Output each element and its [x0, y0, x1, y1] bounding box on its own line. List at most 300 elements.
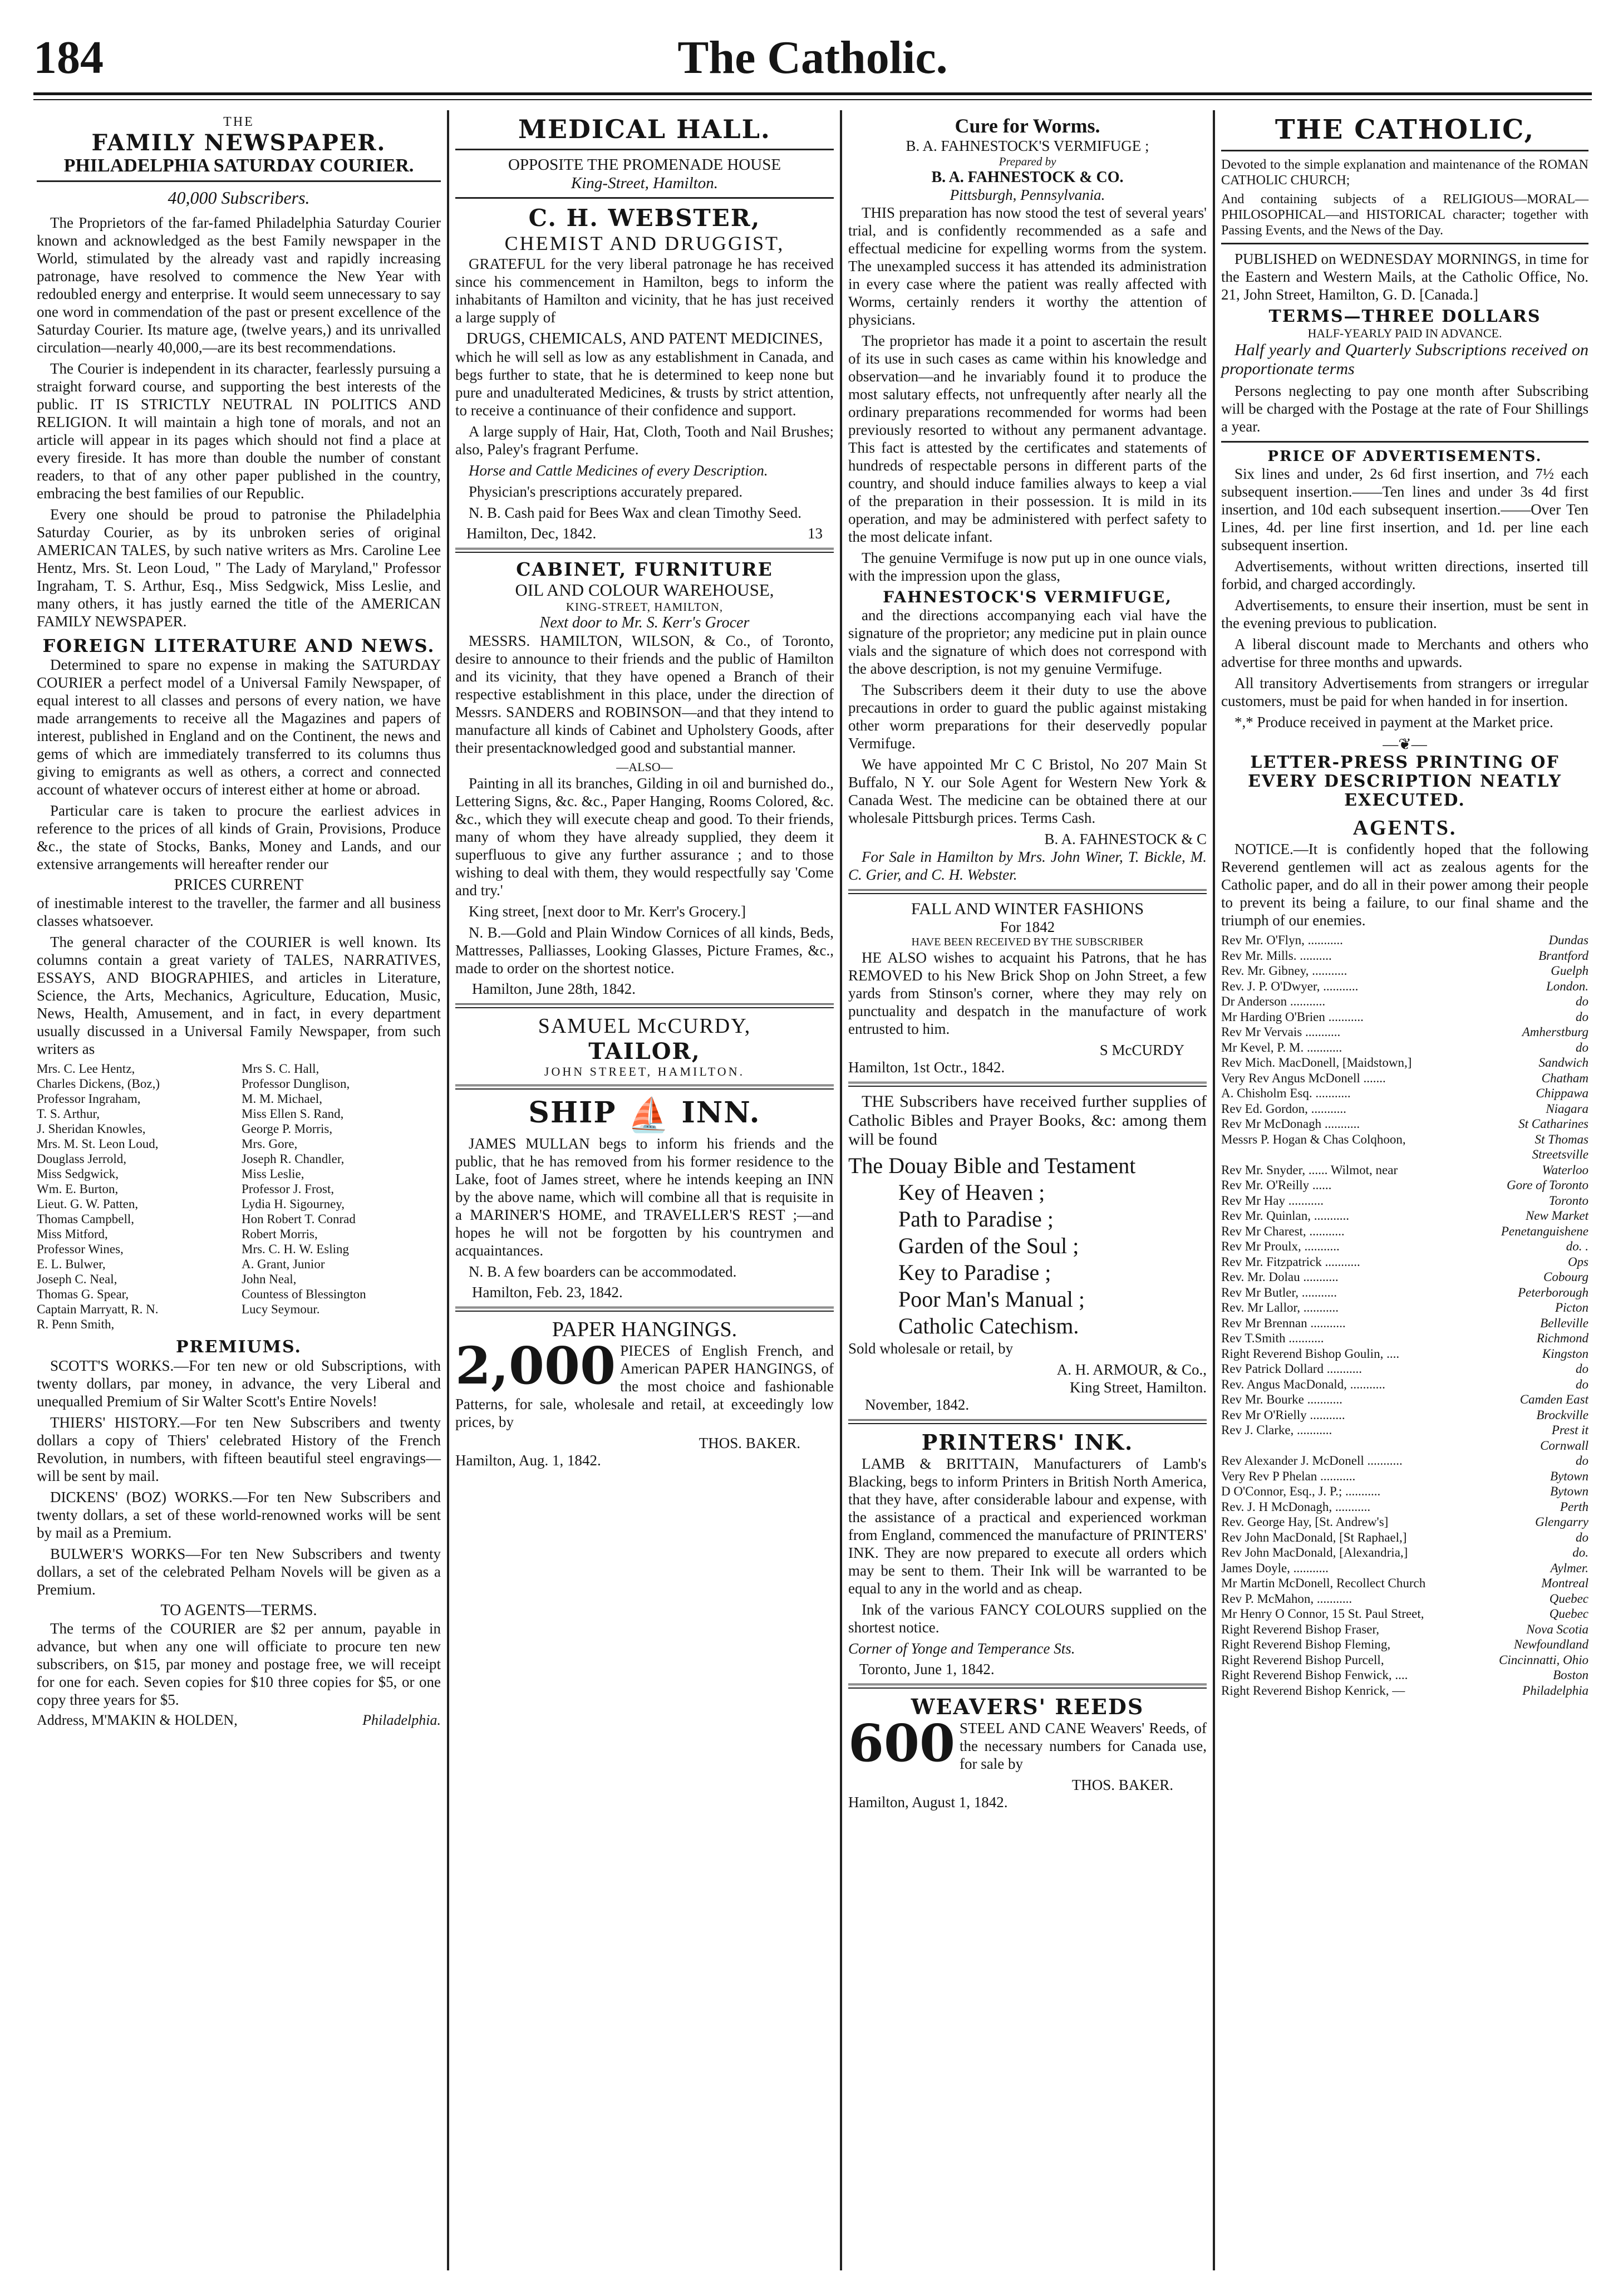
agent-row — [1221, 1040, 1588, 1056]
book-title: Key of Heaven ; — [898, 1180, 1045, 1205]
printers-ink-ad — [848, 1430, 1207, 1678]
agents-table — [1221, 933, 1588, 1698]
agent-location: do — [1576, 1377, 1588, 1391]
divider — [848, 1684, 1207, 1689]
courier-subscribers: 40,000 Subscribers. — [168, 188, 310, 208]
agent-name: Rev. Mr. Dolau ........... — [1221, 1270, 1339, 1284]
catholic-terms — [1221, 114, 1588, 435]
paragraph: NOTICE.—It is confidently hoped that the following Reverend gentlemen will act as zealous agents for the Catholic paper, and do all in their power among their people to prevent its being a failure, to our final shame and the triumph of our enemies. — [1221, 841, 1588, 929]
agent-name: Rev Mr. Bourke ........... — [1221, 1392, 1342, 1406]
writer-name: Joseph R. Chandler, — [242, 1152, 345, 1166]
agent-row — [1221, 1652, 1588, 1668]
signer-address: King Street, Hamilton. — [1070, 1379, 1207, 1396]
writer-name: Miss Sedgwick, — [37, 1167, 119, 1181]
agent-location: New Market — [1525, 1209, 1588, 1223]
address-label: Address, M'MAKIN & HOLDEN, — [37, 1712, 238, 1728]
book-title: Path to Paradise ; — [898, 1206, 1054, 1232]
agent-row — [1221, 1147, 1588, 1162]
paragraph: PIECES of English French, and American PAPER HANGINGS, of the most choice and fashionable Patterns, for sale, wholesale and retail, at exceedingly low prices, by — [455, 1342, 834, 1430]
agent-name: Right Reverend Bishop Kenrick, — — [1221, 1683, 1405, 1698]
book-titles — [848, 1152, 1207, 1340]
advertisement-prices — [1221, 448, 1588, 731]
agent-row — [1221, 1453, 1588, 1469]
agent-location: Brockville — [1536, 1407, 1588, 1422]
writer-name: Countess of Blessington — [242, 1287, 366, 1301]
agent-row — [1221, 1683, 1588, 1699]
worms-maker: B. A. FAHNESTOCK & CO. — [931, 169, 1124, 186]
paragraph: All transitory Advertisements from strangers or irregular customers, must be paid for when handed in for insertion. — [1221, 675, 1588, 709]
writer-name: Mrs. M. St. Leon Loud, — [37, 1137, 159, 1151]
agent-name: Rev Mr Vervais ........... — [1221, 1025, 1341, 1039]
paragraph: We have appointed Mr C C Bristol, No 207 Main St Buffalo, N Y. our Sole Agent for Western New York & Canada West. The medicine can be obtained there at our wholesale Pittsburgh prices. Terms Cash. — [848, 756, 1207, 826]
writer-name — [242, 1317, 441, 1332]
agent-name: Rev Mr McDonagh ........... — [1221, 1117, 1360, 1131]
agent-row — [1221, 1377, 1588, 1392]
paragraph: which he will sell as low as any establishment in Canada, and begs further to state, that he is determined to keep none but pure and unadulterated Medicines, & trusts by strict attention, to receive a continuance of their confidence and support. — [455, 349, 834, 419]
worms-heading: Cure for Worms. — [955, 115, 1100, 137]
dateline: Hamilton, August 1, 1842. — [848, 1794, 1008, 1811]
agent-name: Very Rev Angus McDonell ....... — [1221, 1071, 1386, 1085]
book-title: The Douay Bible and Testament — [848, 1153, 1136, 1178]
agent-location: Cobourg — [1543, 1270, 1588, 1284]
premiums-ad — [37, 1337, 441, 1729]
agent-name: Rev Mr. Quinlan, ........... — [1221, 1209, 1349, 1223]
medical-subhead: OPPOSITE THE PROMENADE HOUSE — [508, 156, 781, 174]
vermifuge-brand: FAHNESTOCK'S VERMIFUGE, — [883, 588, 1172, 606]
paragraph: MESSRS. HAMILTON, WILSON, & Co., of Toronto, desire to announce to their friends and the public of Hamilton and its vicinity, that they have opened a Branch of their respective establishment in this place, under the direction of Messrs. SANDERS and ROBINSON—and that they intend to manufacture all kinds of Cabinet and Upholstery Goods, after their presentacknowledged good and substantial manner. — [455, 632, 834, 756]
agent-location: do — [1576, 1362, 1588, 1376]
writer-name: A. Grant, Junior — [242, 1257, 325, 1271]
paragraph: Every one should be proud to patronise the Philadelphia Saturday Courier, as by its unbroken series of original AMERICAN TALES, by such native writers as Mrs. Caroline Lee Hentz, Mrs. St. Leon Loud, " The Lady of Maryland," Professor Ingraham, T. S. Arthur, Esq., Miss Sedgwick, Miss Leslie, and many others, it has justly earned the title of the AMERICAN FAMILY NEWSPAPER. — [37, 506, 441, 630]
paragraph: STEEL AND CANE Weavers' Reeds, of the necessary numbers for Canada use, for sale by — [960, 1720, 1207, 1772]
agent-location: do. — [1572, 1546, 1588, 1559]
tailor-name: SAMUEL McCURDY, — [538, 1014, 751, 1038]
reeds-heading: WEAVERS' REEDS — [911, 1694, 1144, 1719]
paragraph: THIERS' HISTORY.—For ten New Subscribers and twenty dollars a copy of Thiers' celebrated History of the French Revolution, in numbers, with fifteen beautiful steel engravings—will be sent by mail. — [37, 1414, 441, 1484]
agent-name: Rev Mr. Snyder, ...... Wilmot, near — [1221, 1162, 1398, 1177]
agent-name: Dr Anderson ........... — [1221, 994, 1326, 1008]
writer-name: E. L. Bulwer, — [37, 1257, 106, 1271]
cabinet-heading-2: OIL AND COLOUR WAREHOUSE, — [515, 580, 774, 600]
agent-name: Rev P. McMahon, ........... — [1221, 1591, 1352, 1606]
agent-row — [1221, 1224, 1588, 1239]
agent-name: Right Reverend Bishop Fraser, — [1221, 1622, 1379, 1636]
address-city: Philadelphia. — [362, 1712, 441, 1728]
issue-number: 13 — [808, 525, 823, 542]
paragraph: Determined to spare no expense in making the SATURDAY COURIER a perfect model of a Universal Family Newspaper, of equal interest to all classes and persons of every nation, we have made arrangements to receive all the Magazines and papers of interest, published in England and on the Continent, the news and gems of which are immediately transferred to its columns thus giving to emigrants as well as others, a correct and connected account of whatever occurs of interest either at home or abroad. — [37, 656, 441, 798]
writer-name: R. Penn Smith, — [37, 1317, 115, 1331]
paragraph: Painting in all its branches, Gilding in oil and burnished do., Lettering Signs, &c. &c., Paper Hanging, Rooms Colored, &c. &c., which they will execute cheap and good. To their friends, many of whom they have already supplied, they deem it superfluous to give any further assurance ; and to those wishing to deal with them, they would respectfully say 'Come and try.' — [455, 775, 834, 899]
agent-row — [1221, 1591, 1588, 1607]
header-rule-thin — [33, 99, 1592, 100]
agent-name: Rev Mr Proulx, ........... — [1221, 1239, 1340, 1253]
agent-location: Nova Scotia — [1526, 1622, 1588, 1636]
agent-row — [1221, 1101, 1588, 1117]
agent-location: Kingston — [1542, 1346, 1588, 1361]
reeds-quantity: 600 — [848, 1713, 956, 1773]
signer: A. H. ARMOUR, & Co., — [1056, 1361, 1207, 1378]
prices-heading: PRICE OF ADVERTISEMENTS. — [1267, 448, 1542, 465]
worms-place: Pittsburgh, Pennsylvania. — [950, 187, 1105, 203]
ship-icon: ⛵ — [627, 1096, 671, 1135]
paragraph: Advertisements, without written directions, inserted till forbid, and charged accordingly. — [1221, 558, 1588, 592]
agent-row — [1221, 1193, 1588, 1209]
paragraph: DICKENS' (BOZ) WORKS.—For ten New Subscribers and twenty dollars, a set of these world-renowned works will be sent by mail as a Premium. — [37, 1489, 441, 1541]
agent-location: Prest it — [1551, 1423, 1588, 1437]
agent-row — [1221, 1024, 1588, 1040]
agent-row — [1221, 994, 1588, 1009]
paragraph: N. B. Cash paid for Bees Wax and clean Timothy Seed. — [469, 504, 802, 521]
agent-name: Right Reverend Bishop Purcell, — [1221, 1652, 1384, 1667]
paragraph: Physician's prescriptions accurately prepared. — [469, 483, 743, 500]
writer-name: T. S. Arthur, — [37, 1107, 100, 1121]
agent-name: Rev Mr Charest, ........... — [1221, 1224, 1345, 1238]
agent-location: Streetsville — [1532, 1147, 1588, 1161]
agent-name: Rev. Mr Lallor, ........... — [1221, 1301, 1339, 1314]
agent-name: Messrs P. Hogan & Chas Colqhoon, — [1221, 1132, 1406, 1146]
agent-row — [1221, 1254, 1588, 1270]
writer-name: Mrs. C. Lee Hentz, — [37, 1062, 135, 1076]
column-rule — [840, 110, 842, 2270]
writer-name: Wm. E. Burton, — [37, 1182, 119, 1196]
column-4 — [1218, 114, 1592, 2269]
writer-name: Lieut. G. W. Patten, — [37, 1197, 139, 1211]
agent-name: Rev Patrick Dollard ........... — [1221, 1362, 1362, 1376]
printing-heading: LETTER-PRESS PRINTING OF EVERY DESCRIPTION NEATLY EXECUTED. — [1247, 753, 1562, 810]
agent-name: Rev J. Clarke, ........... — [1221, 1423, 1332, 1437]
agent-row — [1221, 1514, 1588, 1530]
writer-name: Charles Dickens, (Boz,) — [37, 1077, 160, 1091]
paragraph: Ink of the various FANCY COLOURS supplied on the shortest notice. — [848, 1601, 1207, 1636]
paragraph: and the directions accompanying each vial have the signature of the proprietor; any medicine put in plain ounce vials and the signature of which does not correspond with the above description, is not my genuine Vermifuge. — [848, 607, 1207, 677]
paragraph: And containing subjects of a RELIGIOUS—MORAL—PHILOSOPHICAL—and HISTORICAL character; together with Passing Events, and the News of the Day. — [1221, 192, 1588, 238]
column-rule — [1213, 110, 1215, 2270]
agent-name: Mr Martin McDonell, Recollect Church — [1221, 1576, 1426, 1590]
courier-masthead: FAMILY NEWSPAPER. — [91, 130, 386, 156]
paragraph: For Sale in Hamilton by Mrs. John Winer, T. Bickle, M. C. Grier, and C. H. Webster. — [848, 848, 1207, 883]
medical-masthead: MEDICAL HALL. — [518, 114, 771, 144]
agent-location: Aylmer. — [1550, 1561, 1588, 1575]
signer: S McCURDY — [1099, 1042, 1184, 1058]
agent-name: Rev Mr Butler, ........... — [1221, 1285, 1337, 1299]
medical-location: King-Street, Hamilton. — [571, 174, 718, 192]
courier-address — [37, 1712, 441, 1729]
agent-name: Rev Mich. MacDonell, [Maidstown,] — [1221, 1056, 1412, 1069]
writer-name: J. Sheridan Knowles, — [37, 1122, 146, 1136]
writer-name: Miss Leslie, — [242, 1167, 304, 1181]
agent-location: Quebec — [1549, 1607, 1588, 1621]
fashions-heading: FALL AND WINTER FASHIONS — [911, 900, 1144, 918]
agent-location: Cornwall — [1540, 1438, 1588, 1453]
agent-location: Penetanguishene — [1501, 1224, 1588, 1238]
paragraph: of inestimable interest to the traveller, the farmer and all business classes whatsoever. — [37, 895, 441, 929]
prices-current-heading: PRICES CURRENT — [174, 876, 304, 894]
agent-row — [1221, 1576, 1588, 1591]
writer-name: John Neal, — [242, 1272, 297, 1286]
paragraph: N. B.—Gold and Plain Window Cornices of all kinds, Beds, Mattresses, Palliasses, Looking Glasses, Picture Frames, &c., made to order on the shortest notice. — [455, 924, 834, 977]
agent-row — [1221, 1300, 1588, 1316]
agent-location: Guelph — [1551, 964, 1588, 978]
paragraph: HE ALSO wishes to acquaint his Patrons, that he has REMOVED to his New Brick Shop on John Street, a few yards from Stinson's corner, where they may rely on punctuality and despatch in the manufacture of work entrusted to him. — [848, 949, 1207, 1037]
agent-row — [1221, 1499, 1588, 1515]
paragraph: Horse and Cattle Medicines of every Description. — [469, 462, 768, 479]
paragraph: JAMES MULLAN begs to inform his friends and the public, that he has removed from his former residence to the Lake, foot of James street, where he intends keeping an INN by the above name, which will combine all that is requisite in a MARINER'S HOME, and TRAVELLER'S REST ;—and hopes he will not be forgotten by his countrymen and acquaintances. — [455, 1135, 834, 1259]
divider — [848, 1419, 1207, 1424]
paragraph: *,* Produce received in payment at the Market price. — [1235, 714, 1553, 730]
agent-name: Rev. J. P. O'Dwyer, ........... — [1221, 979, 1359, 993]
agent-row — [1221, 1086, 1588, 1101]
worms-product: B. A. FAHNESTOCK'S VERMIFUGE ; — [906, 138, 1149, 154]
agent-name: Rev Mr Brennan ........... — [1221, 1316, 1346, 1330]
agent-name: Right Reverend Bishop Fenwick, .... — [1221, 1668, 1408, 1682]
agent-name: Rev. J. H McDonagh, ........... — [1221, 1499, 1371, 1514]
writer-name: Professor J. Frost, — [242, 1182, 335, 1196]
agent-name: Rev Mr. O'Flyn, ........... — [1221, 933, 1343, 947]
paragraph: PUBLISHED on WEDNESDAY MORNINGS, in time for the Eastern and Western Mails, at the Catholic Office, No. 21, John Street, Hamilton, G. D. [Canada.] — [1221, 251, 1588, 303]
agent-location: do — [1576, 1009, 1588, 1024]
writer-name: Professor Dunglison, — [242, 1077, 350, 1091]
courier-kicker: THE — [223, 115, 254, 129]
terms-half-yearly: HALF-YEARLY PAID IN ADVANCE. — [1307, 326, 1502, 340]
agent-name: Rev T.Smith ........... — [1221, 1331, 1324, 1345]
writer-name: Professor Wines, — [37, 1242, 124, 1256]
premiums-heading: PREMIUMS. — [175, 1337, 302, 1357]
paragraph: The terms of the COURIER are $2 per annum, payable in advance, but when any one will officiate to procure ten new subscribers, on $15, par money and postage free, we will receipt for one for each. Seven copies for $10 three copies for $5, or one copy three years for $5. — [37, 1620, 441, 1708]
paragraph: THE Subscribers have received further supplies of Catholic Bibles and Prayer Books, &c: among them will be found — [848, 1092, 1207, 1149]
agent-row — [1221, 933, 1588, 948]
divider — [1221, 243, 1588, 244]
agent-row — [1221, 1622, 1588, 1637]
agent-location: Belleville — [1540, 1316, 1588, 1330]
agent-row — [1221, 979, 1588, 994]
fashions-ad — [848, 900, 1207, 1076]
agents-heading: AGENTS. — [1352, 816, 1457, 840]
paragraph: GRATEFUL for the very liberal patronage he has received since his commencement in Hamilton, begs to inform the inhabitants of Hamilton and vicinity, that he has just received a large supply of — [455, 256, 834, 326]
agent-location: Perth — [1560, 1499, 1588, 1514]
agent-row — [1221, 1009, 1588, 1025]
book-title: Poor Man's Manual ; — [898, 1287, 1085, 1312]
dateline: Hamilton, Feb. 23, 1842. — [472, 1284, 623, 1301]
agent-name: Very Rev P Phelan ........... — [1221, 1469, 1356, 1483]
ship-inn-word-2: INN. — [681, 1096, 761, 1130]
agent-location: Peterborough — [1518, 1285, 1588, 1299]
writer-name: Thomas G. Spear, — [37, 1287, 129, 1301]
dateline: Toronto, June 1, 1842. — [859, 1661, 995, 1677]
fashions-year: For 1842 — [1000, 919, 1055, 935]
agent-row — [1221, 1545, 1588, 1561]
agent-row — [1221, 948, 1588, 964]
divider — [848, 889, 1207, 894]
paragraph: THIS preparation has now stood the test of several years' trial, and is confidently recommended as a safe and effectual medicine for expelling worms from the system. The unexampled success it has attended its administration in every case where the patient was really affected with Worms, certainly renders it worthy the attention of physicians. — [848, 204, 1207, 328]
goods-line: DRUGS, CHEMICALS, AND PATENT MEDICINES, — [466, 330, 823, 347]
books-ad — [848, 1092, 1207, 1414]
agent-location: Chippawa — [1536, 1086, 1588, 1100]
cabinet-heading: CABINET, FURNITURE — [516, 558, 773, 580]
agent-row — [1221, 1285, 1588, 1301]
agent-location: Brantford — [1538, 948, 1588, 963]
agent-row — [1221, 1361, 1588, 1377]
signer: B. A. FAHNESTOCK & C — [1044, 831, 1207, 847]
writer-name: Mrs. Gore, — [242, 1137, 298, 1151]
cabinet-next-door: Next door to Mr. S. Kerr's Grocer — [539, 614, 750, 631]
agent-name: Rev Mr O'Rielly ........... — [1221, 1407, 1345, 1422]
also-label: —ALSO— — [616, 760, 673, 774]
paragraph: Particular care is taken to procure the earliest advices in reference to the prices of all kinds of Grain, Provisions, Produce &c., the state of Stocks, Banks, Money and Lands, and our extensive arrangements will hereafter render our — [37, 802, 441, 872]
agent-location: Richmond — [1536, 1331, 1588, 1345]
agent-row — [1221, 1346, 1588, 1362]
agent-location: Philadelphia — [1522, 1683, 1588, 1698]
paragraph: Sold wholesale or retail, by — [848, 1340, 1014, 1357]
agent-row — [1221, 1637, 1588, 1652]
foreign-heading: FOREIGN LITERATURE AND NEWS. — [42, 635, 435, 656]
agent-row — [1221, 1484, 1588, 1499]
reeds-ad — [848, 1694, 1207, 1811]
writer-name: Professor Ingraham, — [37, 1092, 141, 1106]
agent-location: Camden East — [1519, 1392, 1588, 1406]
agent-row — [1221, 1162, 1588, 1178]
paragraph: A large supply of Hair, Hat, Cloth, Tooth and Nail Brushes; also, Paley's fragrant Perfume. — [455, 423, 834, 458]
writer-name: Lydia H. Sigourney, — [242, 1197, 345, 1211]
agent-location: do — [1576, 1040, 1588, 1054]
agent-row — [1221, 1269, 1588, 1285]
tailor-address: JOHN STREET, HAMILTON. — [544, 1064, 745, 1078]
agent-location: Ops — [1567, 1254, 1588, 1269]
divider — [455, 149, 834, 150]
divider — [37, 180, 441, 182]
ship-inn-word-1: SHIP — [528, 1096, 617, 1130]
agent-row — [1221, 1392, 1588, 1407]
writer-name: Miss Mitford, — [37, 1227, 108, 1241]
divider — [455, 548, 834, 553]
agent-location: Amherstburg — [1522, 1025, 1588, 1039]
agent-location: Niagara — [1546, 1101, 1588, 1116]
agent-row — [1221, 1331, 1588, 1346]
tailor-trade: TAILOR, — [588, 1038, 701, 1064]
agent-row — [1221, 1561, 1588, 1576]
dateline: November, 1842. — [865, 1396, 970, 1413]
fashions-received: HAVE BEEN RECEIVED BY THE SUBSCRIBER — [911, 936, 1144, 948]
agent-row — [1221, 1239, 1588, 1254]
medical-hall-ad — [455, 114, 834, 542]
agent-row — [1221, 1055, 1588, 1071]
agents-list — [1221, 816, 1588, 1698]
paragraph: Half yearly and Quarterly Subscriptions received on proportionate terms — [1221, 341, 1588, 378]
newspaper-title: The Catholic. — [677, 32, 948, 84]
paragraph: King street, [next door to Mr. Kerr's Grocery.] — [469, 903, 746, 920]
cabinet-ad — [455, 558, 834, 998]
book-title: Catholic Catechism. — [898, 1313, 1079, 1338]
ship-inn-masthead — [455, 1095, 834, 1135]
paragraph: The genuine Vermifuge is now put up in one ounce vials, with the impression upon the glass, — [848, 550, 1207, 584]
agent-location: Sandwich — [1538, 1056, 1588, 1069]
catholic-masthead: THE CATHOLIC, — [1275, 114, 1535, 145]
column-1 — [33, 114, 444, 2269]
dateline: Hamilton, 1st Octr., 1842. — [848, 1059, 1005, 1076]
agent-row — [1221, 1438, 1588, 1454]
page-header — [33, 31, 1592, 92]
agent-name: Rev. Angus MacDonald, ........... — [1221, 1377, 1385, 1391]
agent-location: Glengarry — [1535, 1515, 1588, 1529]
agent-name: Right Reverend Bishop Fleming, — [1221, 1637, 1391, 1651]
writer-name: Captain Marryatt, R. N. — [37, 1302, 159, 1316]
ship-inn-ad — [455, 1095, 834, 1301]
agent-row — [1221, 1116, 1588, 1132]
column-3 — [845, 114, 1210, 2269]
page-number: 184 — [33, 32, 104, 84]
writer-name: Miss Ellen S. Rand, — [242, 1107, 344, 1121]
paper-heading: PAPER HANGINGS. — [552, 1318, 737, 1341]
divider — [1221, 150, 1588, 151]
foreign-literature-ad — [37, 636, 441, 1332]
agent-row — [1221, 1178, 1588, 1193]
agent-location: do — [1576, 1530, 1588, 1544]
paragraph: SCOTT'S WORKS.—For ten new or old Subscriptions, with twenty dollars, par money, in advance, the very Liberal and unequalled Premium of Sir Walter Scott's Entire Novels! — [37, 1357, 441, 1410]
writer-name: Douglass Jerrold, — [37, 1152, 126, 1166]
agent-location: Bytown — [1550, 1469, 1588, 1483]
tailor-ad — [455, 1014, 834, 1079]
dateline: Hamilton, June 28th, 1842. — [472, 980, 636, 997]
paragraph: The Courier is independent in its character, fearlessly pursuing a straight forward course, and supporting the best interests of the public. IT IS STRICTLY NEUTRAL IN POLITICS AND RELIGION. It will maintain a high tone of morals, and not an article will appear in its pages which should not find a place at every fireside. It has more than double the number of constant readers, to that of any other paper published in the country, embracing the best families of our Republic. — [37, 360, 441, 502]
paragraph: The Proprietors of the far-famed Philadelphia Saturday Courier known and acknowledged as the best Family newspaper in the World, stimulated by the already vast and rapidly increasing patronage, have resolved to commence the New Year with redoubled energy and enterprise. It would seem unnecessary to say one word in commendation of the past or present excellence of the Saturday Courier. Its mature age, (twelve years,) and its unrivalled circulation—nearly 40,000,—are its best recommendations. — [37, 214, 441, 356]
agent-location: Gore of Toronto — [1507, 1178, 1588, 1192]
agent-location: Montreal — [1541, 1576, 1588, 1590]
ornament-icon: —❦— — [1383, 736, 1427, 753]
agents-terms-heading: TO AGENTS—TERMS. — [160, 1602, 317, 1619]
agent-row — [1221, 1208, 1588, 1224]
agent-name: Mr Harding O'Brien ........... — [1221, 1009, 1364, 1024]
agent-row — [1221, 1071, 1588, 1086]
divider — [455, 1003, 834, 1008]
divider — [848, 1082, 1207, 1087]
agent-location: do — [1576, 994, 1588, 1008]
agent-name: Rev. Mr. Gibney, ........... — [1221, 964, 1347, 978]
writer-name: Hon Robert T. Conrad — [242, 1212, 356, 1226]
agent-location: Toronto — [1548, 1193, 1588, 1208]
paragraph: A liberal discount made to Merchants and others who advertise for three months and upwards. — [1221, 636, 1588, 670]
paper-hangings-ad — [455, 1317, 834, 1469]
agent-row — [1221, 1422, 1588, 1438]
paragraph: Corner of Yonge and Temperance Sts. — [848, 1640, 1075, 1657]
courier-title: PHILADELPHIA SATURDAY COURIER. — [63, 155, 414, 176]
agent-name: Rev Mr. Mills. .......... — [1221, 948, 1332, 963]
paragraph: Six lines and under, 2s 6d first insertion, and 7½ each subsequent insertion.——Ten lines and under 3s 4d first insertion, and 10d each subsequent insertion.——Over Ten Lines, 4d. per line first insertion, and 1d. per line each subsequent insertion. — [1221, 465, 1588, 553]
agent-name: Rev Mr. Fitzpatrick ........... — [1221, 1254, 1360, 1269]
paper-quantity: 2,000 — [455, 1336, 616, 1396]
paragraph: N. B. A few boarders can be accommodated. — [469, 1263, 737, 1280]
medical-dateline — [455, 525, 834, 542]
header-rule — [33, 92, 1592, 95]
paragraph: Advertisements, to ensure their insertion, must be sent in the evening previous to publication. — [1221, 597, 1588, 631]
book-title: Key to Paradise ; — [898, 1260, 1051, 1285]
agent-row — [1221, 1667, 1588, 1683]
writer-name: Robert Morris, — [242, 1227, 318, 1241]
cabinet-street: KING-STREET, HAMILTON, — [565, 600, 724, 614]
terms-heading: TERMS—THREE DOLLARS — [1268, 307, 1541, 326]
ink-heading: PRINTERS' INK. — [921, 1430, 1134, 1455]
signer: THOS. BAKER. — [699, 1435, 800, 1451]
writers-list — [37, 1061, 441, 1332]
writer-name: Thomas Campbell, — [37, 1212, 135, 1226]
agent-name: Rev Mr. O'Reilly ...... — [1221, 1178, 1332, 1192]
writer-name: George P. Morris, — [242, 1122, 333, 1136]
writer-name: M. M. Michael, — [242, 1092, 323, 1106]
agent-location: Dundas — [1548, 933, 1588, 947]
paragraph: Persons neglecting to pay one month after Subscribing will be charged with the Postage at the rate of Four Shillings a year. — [1221, 382, 1588, 435]
agent-row — [1221, 1469, 1588, 1484]
agent-row — [1221, 1606, 1588, 1622]
divider — [1221, 441, 1588, 443]
vermifuge-ad — [848, 114, 1207, 884]
